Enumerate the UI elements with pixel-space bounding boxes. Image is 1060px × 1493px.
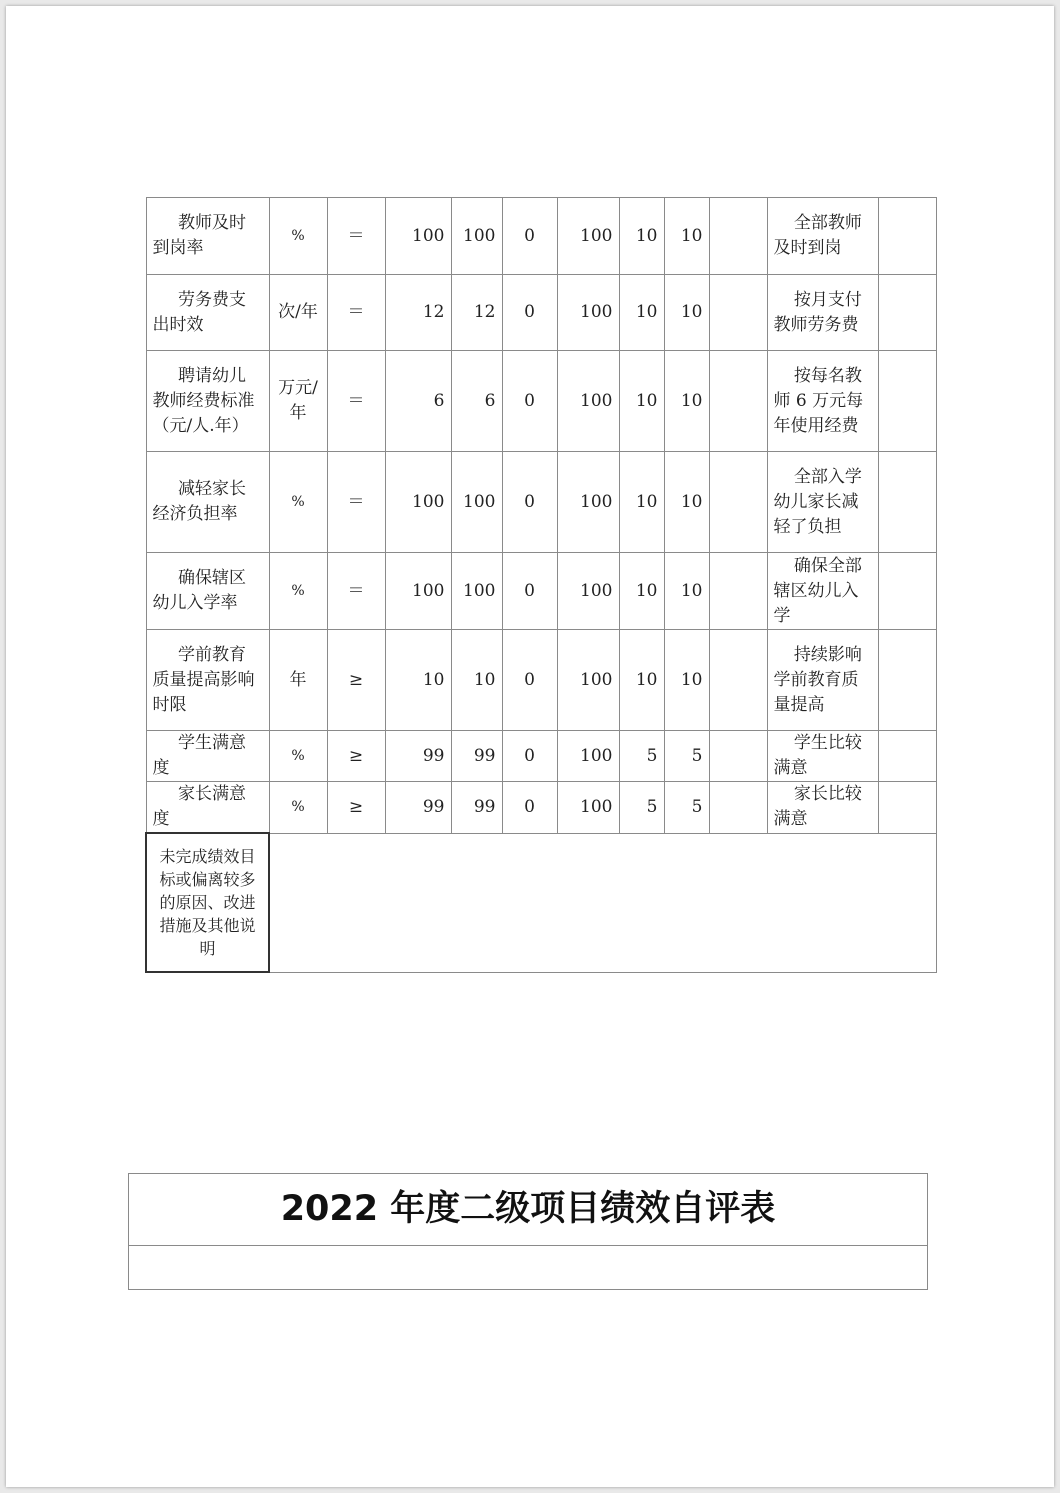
indicator-score-actual: 5 — [664, 782, 709, 834]
empty-cell — [709, 351, 767, 452]
indicator-operator: ＝ — [327, 553, 385, 630]
indicator-actual: 12 — [451, 275, 502, 351]
indicator-name: 教师及时到岗率 — [146, 198, 269, 275]
indicator-operator: ＝ — [327, 452, 385, 553]
indicator-name: 家长满意度 — [146, 782, 269, 834]
indicator-actual: 6 — [451, 351, 502, 452]
indicator-score-actual: 10 — [664, 351, 709, 452]
indicator-deviation: 0 — [502, 452, 557, 553]
indicator-deviation: 0 — [502, 731, 557, 782]
table-row — [146, 452, 936, 553]
empty-cell — [878, 198, 936, 275]
indicator-score: 10 — [619, 351, 664, 452]
empty-cell — [878, 452, 936, 553]
table-row — [146, 553, 936, 630]
notes-row — [146, 833, 936, 972]
indicator-score: 10 — [619, 198, 664, 275]
indicator-unit: 万元/年 — [269, 351, 327, 452]
indicator-score: 10 — [619, 275, 664, 351]
indicator-score-actual: 10 — [664, 275, 709, 351]
indicator-name: 学前教育质量提高影响时限 — [146, 630, 269, 731]
indicator-unit: % — [269, 452, 327, 553]
indicator-description: 学生比较满意 — [767, 731, 878, 782]
indicator-score: 10 — [619, 553, 664, 630]
indicator-unit: 次/年 — [269, 275, 327, 351]
indicator-weight: 100 — [557, 553, 619, 630]
indicator-unit: % — [269, 553, 327, 630]
indicator-weight: 100 — [557, 452, 619, 553]
indicator-actual: 100 — [451, 198, 502, 275]
empty-cell — [878, 553, 936, 630]
table-row — [146, 630, 936, 731]
indicator-score: 5 — [619, 731, 664, 782]
indicator-name: 减轻家长经济负担率 — [146, 452, 269, 553]
indicator-deviation: 0 — [502, 351, 557, 452]
indicator-target: 100 — [385, 452, 451, 553]
indicator-name: 确保辖区幼儿入学率 — [146, 553, 269, 630]
performance-indicator-table — [145, 197, 937, 973]
table-row — [146, 731, 936, 782]
indicator-unit: 年 — [269, 630, 327, 731]
indicator-weight: 100 — [557, 275, 619, 351]
indicator-score-actual: 5 — [664, 731, 709, 782]
indicator-name: 聘请幼儿教师经费标准（元/人.年） — [146, 351, 269, 452]
empty-cell — [878, 782, 936, 834]
performance-table-body — [146, 198, 936, 973]
table-row — [146, 275, 936, 351]
indicator-target: 12 — [385, 275, 451, 351]
indicator-description: 家长比较满意 — [767, 782, 878, 834]
indicator-actual: 100 — [451, 553, 502, 630]
indicator-unit: % — [269, 198, 327, 275]
empty-cell — [709, 630, 767, 731]
indicator-description: 持续影响学前教育质量提高 — [767, 630, 878, 731]
indicator-operator: ≥ — [327, 630, 385, 731]
indicator-description: 全部入学幼儿家长减轻了负担 — [767, 452, 878, 553]
indicator-name: 学生满意度 — [146, 731, 269, 782]
indicator-unit: % — [269, 782, 327, 834]
indicator-name: 劳务费支出时效 — [146, 275, 269, 351]
indicator-target: 100 — [385, 553, 451, 630]
empty-cell — [878, 731, 936, 782]
indicator-description: 确保全部辖区幼儿入学 — [767, 553, 878, 630]
table-row — [146, 198, 936, 275]
indicator-weight: 100 — [557, 198, 619, 275]
indicator-description: 按月支付教师劳务费 — [767, 275, 878, 351]
form-subtitle-row — [129, 1246, 927, 1289]
empty-cell — [709, 731, 767, 782]
empty-cell — [709, 198, 767, 275]
indicator-deviation: 0 — [502, 198, 557, 275]
indicator-deviation: 0 — [502, 630, 557, 731]
empty-cell — [709, 553, 767, 630]
indicator-operator: ＝ — [327, 351, 385, 452]
indicator-unit: % — [269, 731, 327, 782]
indicator-weight: 100 — [557, 630, 619, 731]
empty-cell — [878, 630, 936, 731]
indicator-score: 5 — [619, 782, 664, 834]
indicator-target: 99 — [385, 782, 451, 834]
document-page — [6, 6, 1054, 1487]
indicator-target: 100 — [385, 198, 451, 275]
indicator-score: 10 — [619, 630, 664, 731]
indicator-operator: ＝ — [327, 275, 385, 351]
table-row — [146, 351, 936, 452]
indicator-description: 全部教师及时到岗 — [767, 198, 878, 275]
indicator-score-actual: 10 — [664, 452, 709, 553]
indicator-actual: 99 — [451, 731, 502, 782]
indicator-weight: 100 — [557, 782, 619, 834]
indicator-score-actual: 10 — [664, 630, 709, 731]
empty-cell — [878, 351, 936, 452]
self-evaluation-form-header — [128, 1173, 928, 1290]
empty-cell — [709, 275, 767, 351]
indicator-target: 6 — [385, 351, 451, 452]
indicator-score-actual: 10 — [664, 198, 709, 275]
indicator-target: 99 — [385, 731, 451, 782]
indicator-operator: ≥ — [327, 782, 385, 834]
notes-label: 未完成绩效目标或偏离较多的原因、改进措施及其他说明 — [146, 833, 269, 972]
indicator-deviation: 0 — [502, 782, 557, 834]
indicator-deviation: 0 — [502, 553, 557, 630]
indicator-actual: 10 — [451, 630, 502, 731]
indicator-score-actual: 10 — [664, 553, 709, 630]
notes-content — [269, 833, 936, 972]
indicator-description: 按每名教师 6 万元每年使用经费 — [767, 351, 878, 452]
indicator-score: 10 — [619, 452, 664, 553]
empty-cell — [709, 782, 767, 834]
empty-cell — [709, 452, 767, 553]
indicator-deviation: 0 — [502, 275, 557, 351]
indicator-actual: 100 — [451, 452, 502, 553]
table-row — [146, 782, 936, 834]
indicator-operator: ≥ — [327, 731, 385, 782]
form-title: 2022 年度二级项目绩效自评表 — [129, 1174, 927, 1246]
indicator-actual: 99 — [451, 782, 502, 834]
indicator-operator: ＝ — [327, 198, 385, 275]
indicator-weight: 100 — [557, 731, 619, 782]
indicator-target: 10 — [385, 630, 451, 731]
empty-cell — [878, 275, 936, 351]
indicator-weight: 100 — [557, 351, 619, 452]
